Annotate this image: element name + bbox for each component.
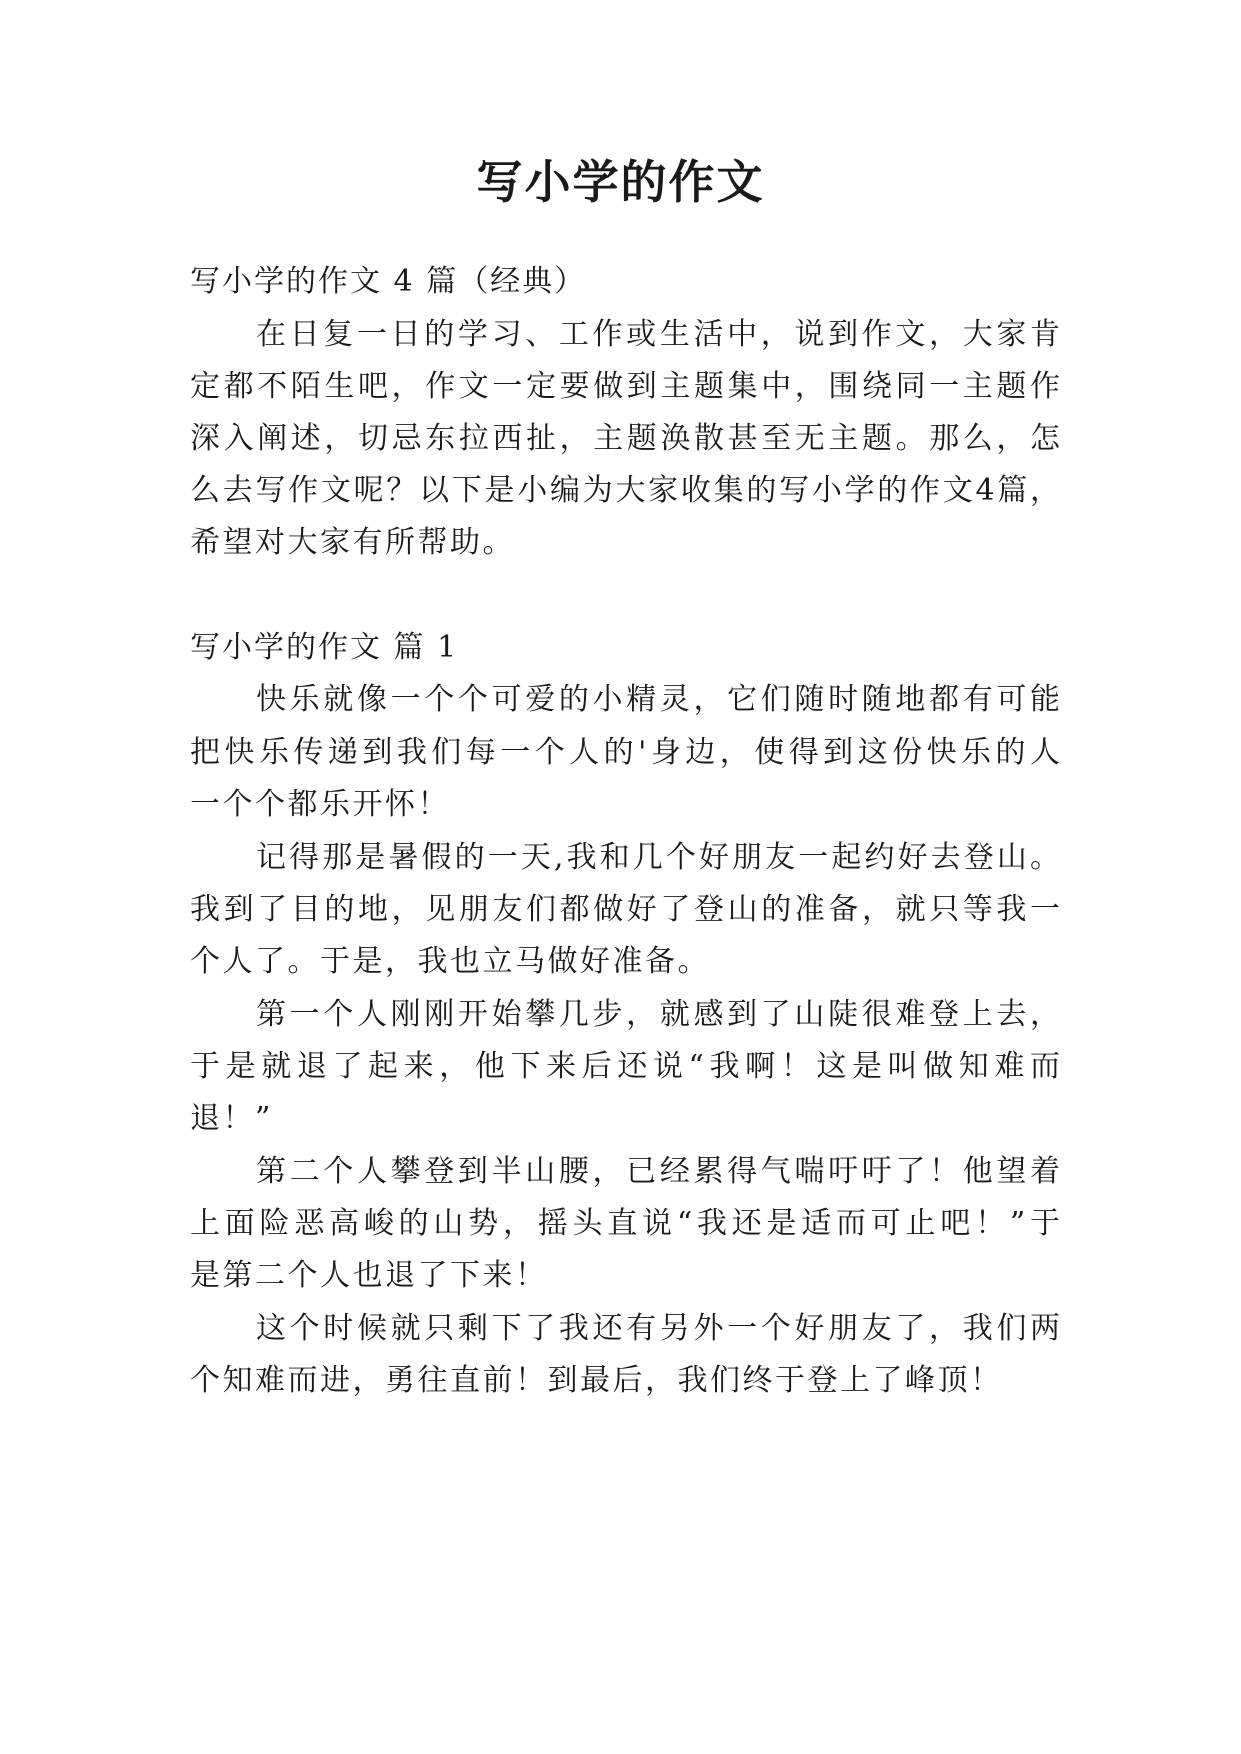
intro-line: 希望对大家有所帮助。 <box>190 525 515 560</box>
body-line: 个知难而进，勇往直前！到最后，我们终于登上了峰顶！ <box>190 1363 1003 1398</box>
body-line: 把快乐传递到我们每一个人的'身边，使得到这份快乐的人 <box>190 735 1060 770</box>
body-line: 退！” <box>190 1101 273 1136</box>
document-subtitle: 写小学的作文 4 篇（经典） <box>190 264 587 299</box>
body-line: 第一个人刚刚开始攀几步，就感到了山陡很难登上去， <box>256 997 1060 1032</box>
body-line: 于是就退了起来，他下来后还说“我啊！这是叫做知难而 <box>190 1049 1060 1084</box>
body-line: 是第二个人也退了下来！ <box>190 1258 548 1293</box>
body-line: 第二个人攀登到半山腰，已经累得气喘吁吁了！他望着 <box>256 1154 1060 1189</box>
body-line: 记得那是暑假的一天,我和几个好朋友一起约好去登山。 <box>256 840 1060 875</box>
document-title: 写小学的作文 <box>476 155 765 209</box>
section-heading: 写小学的作文 篇 1 <box>190 630 459 665</box>
body-line: 上面险恶高峻的山势，摇头直说“我还是适而可止吧！”于 <box>190 1206 1060 1241</box>
body-line: 我到了目的地，见朋友们都做好了登山的准备，就只等我一 <box>190 892 1060 927</box>
body-line: 快乐就像一个个可爱的小精灵，它们随时随地都有可能 <box>256 682 1060 717</box>
intro-line: 么去写作文呢？以下是小编为大家收集的写小学的作文4篇， <box>190 473 1060 508</box>
intro-line: 定都不陌生吧，作文一定要做到主题集中，围绕同一主题作 <box>190 369 1060 404</box>
body-line: 一个个都乐开怀！ <box>190 787 450 822</box>
body-line: 个人了。于是，我也立马做好准备。 <box>190 944 710 979</box>
intro-line: 在日复一日的学习、工作或生活中，说到作文，大家肯 <box>256 317 1060 352</box>
body-line: 这个时候就只剩下了我还有另外一个好朋友了，我们两 <box>256 1311 1060 1346</box>
intro-line: 深入阐述，切忌东拉西扯，主题涣散甚至无主题。那么，怎 <box>190 421 1060 456</box>
